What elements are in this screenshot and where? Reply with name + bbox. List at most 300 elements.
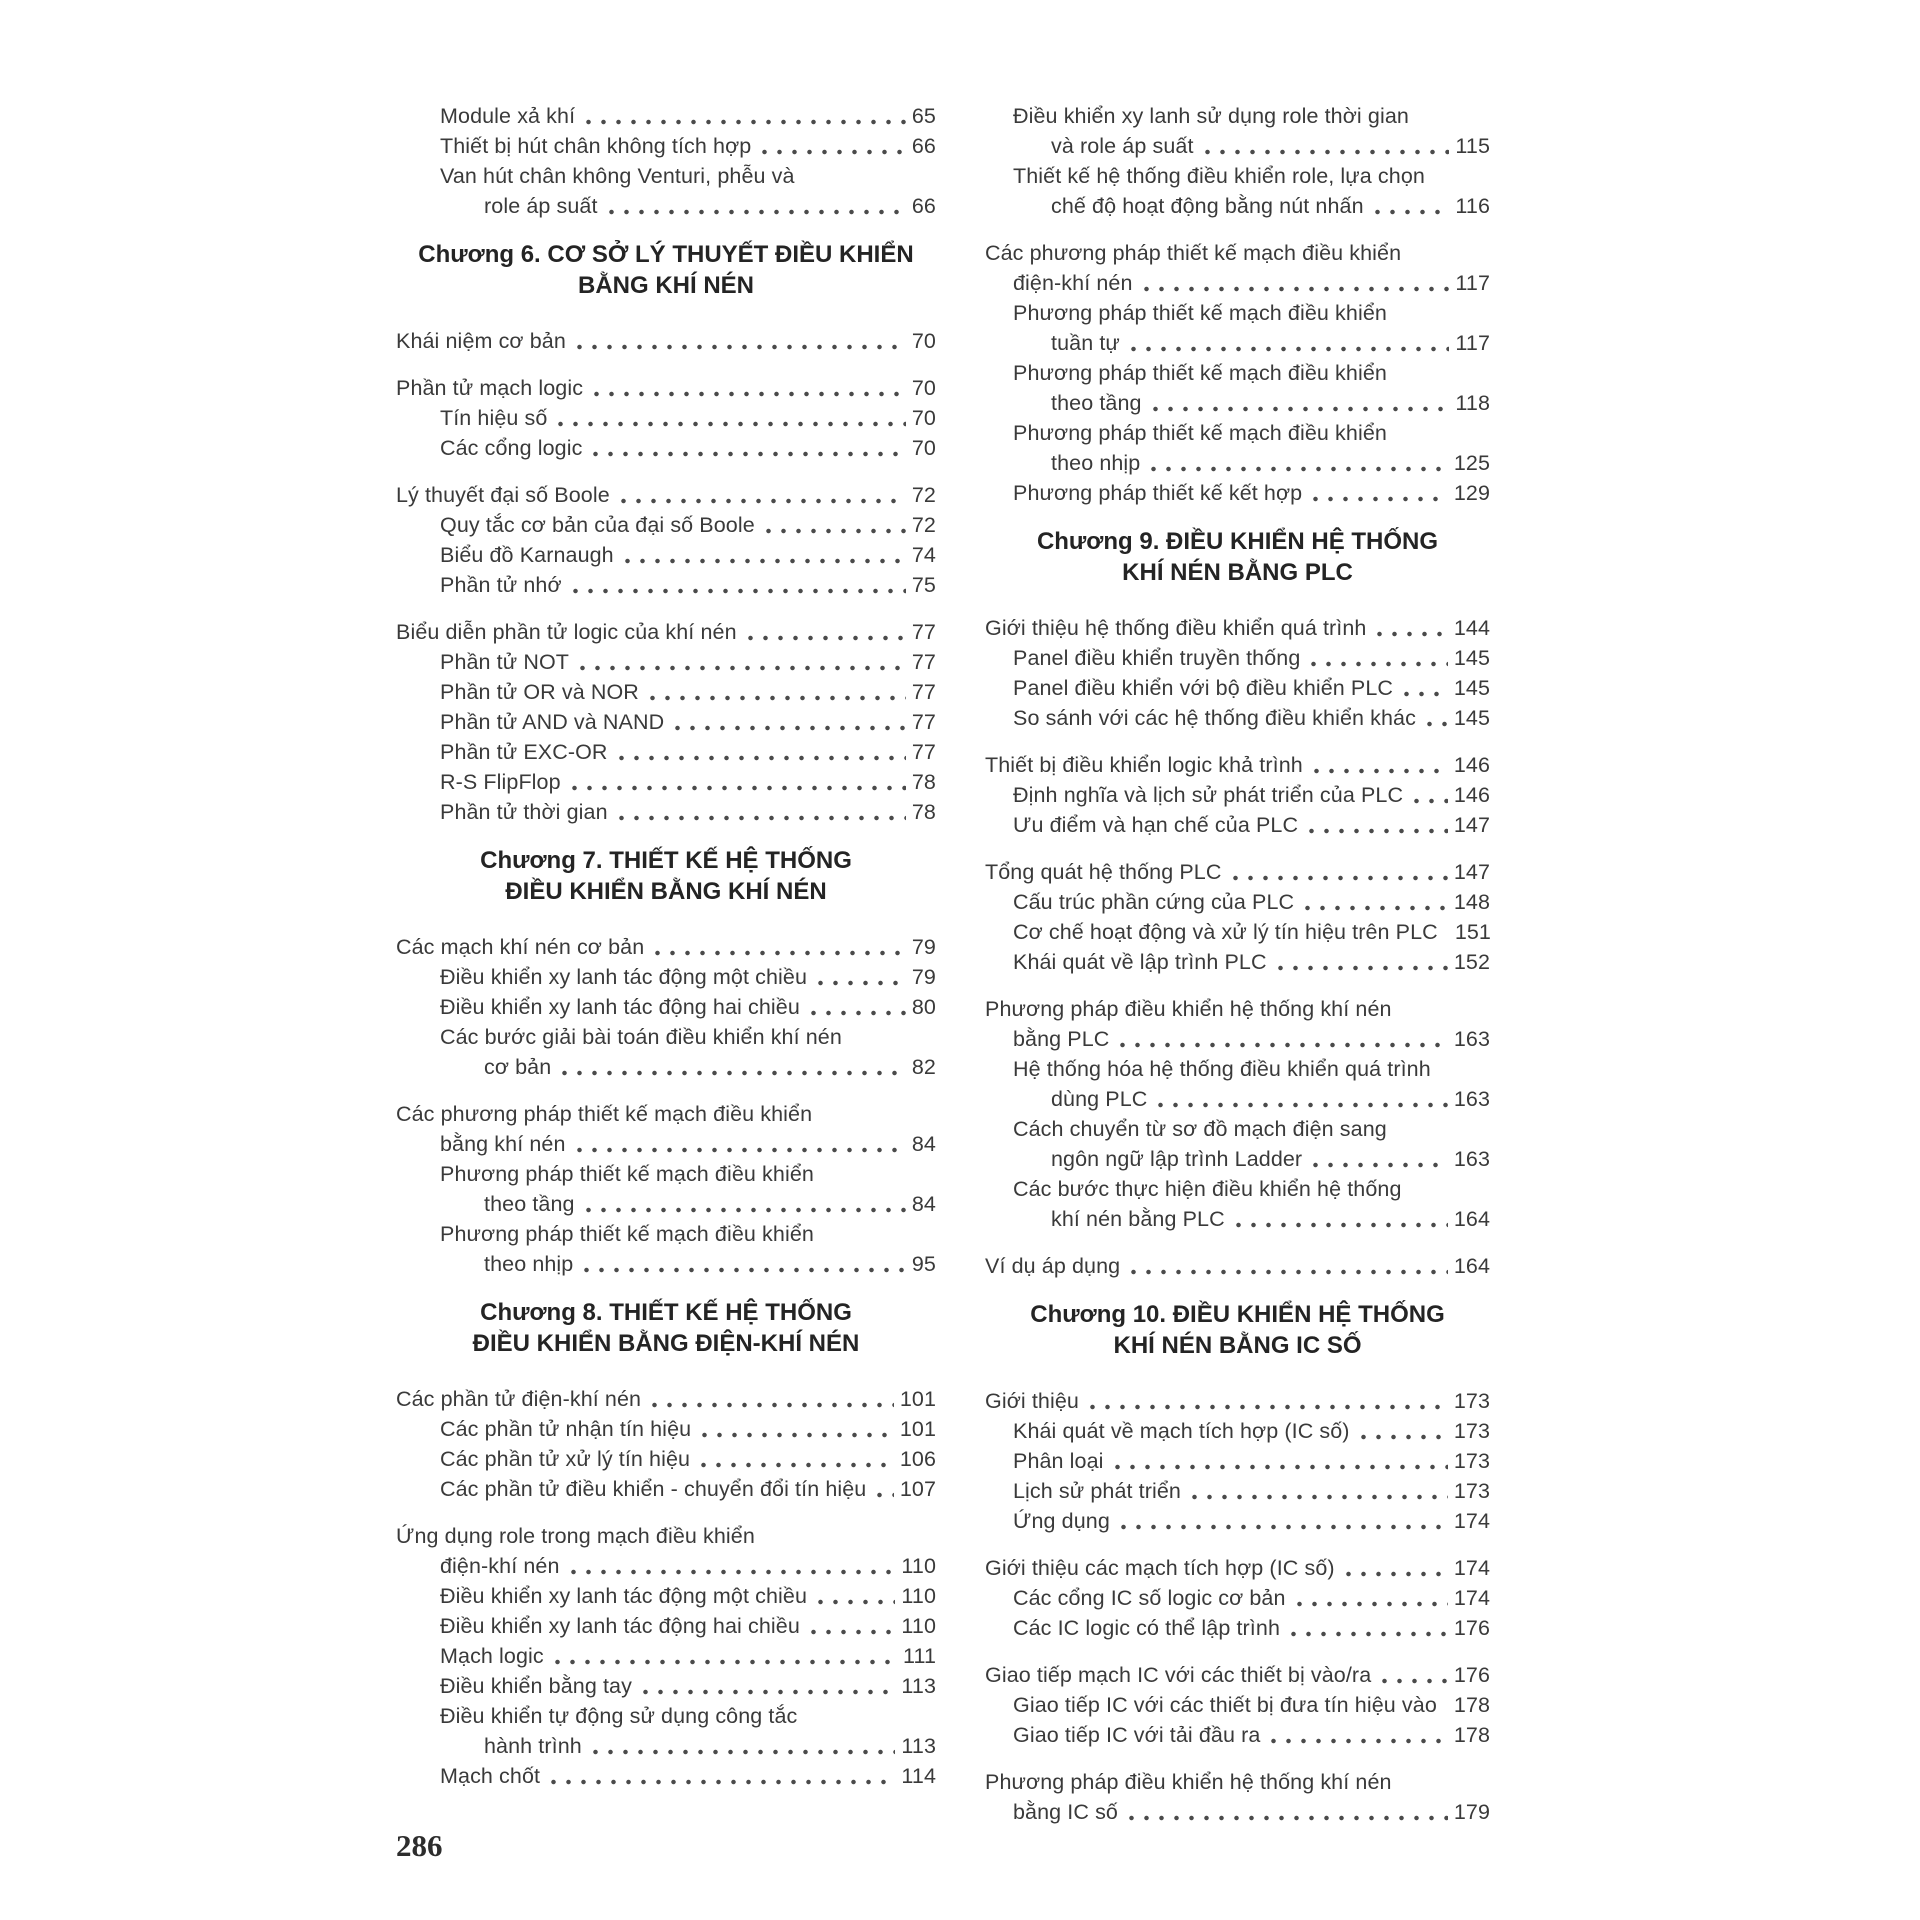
toc-entry-line: [440, 1671, 936, 1701]
toc-entry-text: Giao tiếp mạch IC với các thiết bị vào/ra: [985, 1663, 1372, 1687]
toc-entry-line: [1051, 388, 1490, 418]
toc-entry: [985, 613, 1490, 643]
toc-entry: [396, 677, 936, 707]
toc-entry: [985, 298, 1490, 358]
toc-page-ref: 117: [1455, 271, 1490, 295]
toc-page-ref: 145: [1453, 676, 1490, 700]
toc-page-ref: 163: [1453, 1147, 1490, 1171]
dot-leader: [1297, 1601, 1448, 1607]
dot-leader: [1144, 286, 1450, 292]
toc-entry-text: Điều khiển xy lanh tác động hai chiều: [440, 995, 800, 1019]
dot-leader: [1131, 346, 1450, 352]
toc-entry: [985, 1553, 1490, 1583]
toc-entry-text: theo nhịp: [484, 1252, 574, 1276]
toc-entry-line: [985, 1660, 1490, 1690]
toc-entry-line: [1051, 1144, 1490, 1174]
toc-page-ref: 65: [911, 104, 936, 128]
toc-entry-text: Giới thiệu hệ thống điều khiển quá trình: [985, 616, 1367, 640]
toc-entry-text: Định nghĩa và lịch sử phát triển của PLC: [1013, 783, 1404, 807]
toc-entry-text: Các phần tử điều khiển - chuyển đổi tín hiệu: [440, 1477, 867, 1501]
toc-entry: [396, 1384, 936, 1414]
toc-page-ref: 118: [1455, 391, 1490, 415]
toc-entry-line: [985, 1251, 1490, 1281]
dot-leader: [655, 950, 906, 956]
toc-entry: [985, 1660, 1490, 1690]
dot-leader: [609, 209, 906, 215]
dot-leader: [1151, 466, 1447, 472]
dot-leader: [1192, 1494, 1448, 1500]
toc-entry: [985, 1174, 1490, 1234]
toc-page-ref: 144: [1453, 616, 1490, 640]
toc-entry: [985, 418, 1490, 478]
toc-entry-text: điện-khí nén: [1013, 271, 1133, 295]
toc-entry-line: [1013, 478, 1490, 508]
dot-leader: [1115, 1464, 1448, 1470]
toc-page-ref: 78: [911, 770, 936, 794]
toc-page-ref: 110: [901, 1554, 936, 1578]
toc-page-ref: 178: [1453, 1693, 1491, 1717]
toc-page-ref: 77: [911, 620, 936, 644]
dot-leader: [1236, 1222, 1448, 1228]
toc-entry-line: [985, 238, 1490, 268]
dot-leader: [577, 344, 906, 350]
toc-entry-text: Điều khiển xy lanh sử dụng role thời gian: [1013, 104, 1409, 128]
toc-entry-line: [440, 540, 936, 570]
toc-entry-line: [440, 433, 936, 463]
dot-leader: [702, 1432, 894, 1438]
toc-entry-text: và role áp suất: [1051, 134, 1194, 158]
toc-entry-line: [440, 1581, 936, 1611]
toc-entry: [985, 643, 1490, 673]
toc-page-ref: 179: [1453, 1800, 1490, 1824]
toc-entry-text: Lý thuyết đại số Boole: [396, 483, 610, 507]
toc-page-ref: 70: [911, 406, 936, 430]
toc-entry: [396, 1022, 936, 1082]
dot-leader: [701, 1462, 894, 1468]
toc-entry-line: [440, 1474, 936, 1504]
toc-entry-text: điện-khí nén: [440, 1554, 560, 1578]
toc-entry-line: [1013, 161, 1490, 191]
toc-entry: [985, 478, 1490, 508]
dot-leader: [1271, 1738, 1447, 1744]
toc-entry: [985, 887, 1490, 917]
toc-entry-line: [1013, 887, 1490, 917]
toc-entry-text: Ưu điểm và hạn chế của PLC: [1013, 813, 1299, 837]
toc-entry-line: [396, 617, 936, 647]
dot-leader: [675, 725, 906, 731]
toc-page-ref: 164: [1453, 1254, 1490, 1278]
toc-entry-text: Thiết kế hệ thống điều khiển role, lựa chọn: [1013, 164, 1425, 188]
toc-entry-line: [1013, 780, 1490, 810]
toc-entry-text: Cơ chế hoạt động và xử lý tín hiệu trên PLC: [1013, 920, 1438, 944]
toc-entry-text: Mạch logic: [440, 1644, 544, 1668]
dot-leader: [1382, 1678, 1448, 1684]
dot-leader: [1158, 1102, 1447, 1108]
toc-entry: [396, 962, 936, 992]
toc-entry-line: [440, 570, 936, 600]
toc-entry: [396, 1581, 936, 1611]
chapter-heading-line: BẰNG KHÍ NÉN: [577, 272, 754, 299]
toc-entry-text: Cấu trúc phần cứng của PLC: [1013, 890, 1295, 914]
toc-page-ref: 145: [1453, 706, 1490, 730]
dot-leader: [1309, 828, 1448, 834]
dot-leader: [1346, 1571, 1448, 1577]
toc-entry-text: Khái quát về mạch tích hợp (IC số): [1013, 1419, 1350, 1443]
toc-page-ref: 146: [1453, 753, 1490, 777]
toc-entry: [396, 540, 936, 570]
toc-entry-line: [1013, 101, 1490, 131]
dot-leader: [748, 635, 906, 641]
toc-entry-line: [985, 1767, 1490, 1797]
dot-leader: [586, 119, 906, 125]
toc-page-ref: 164: [1453, 1207, 1490, 1231]
toc-entry: [396, 1761, 936, 1791]
toc-entry-line: [440, 1701, 936, 1731]
toc-page-ref: 66: [911, 194, 936, 218]
toc-entry-text: Ví dụ áp dụng: [985, 1254, 1121, 1278]
toc-page-ref: 173: [1453, 1479, 1490, 1503]
toc-entry-line: [985, 1386, 1490, 1416]
dot-leader: [1375, 209, 1450, 215]
toc-entry-text: Phần tử thời gian: [440, 800, 608, 824]
toc-entry-text: Phương pháp thiết kế mạch điều khiển: [440, 1222, 814, 1246]
dot-leader: [1361, 1434, 1448, 1440]
toc-entry-text: Giới thiệu: [985, 1389, 1079, 1413]
toc-entry-line: [440, 767, 936, 797]
toc-entry-text: Các mạch khí nén cơ bản: [396, 935, 645, 959]
toc-entry-line: [1013, 810, 1490, 840]
toc-entry-text: chế độ hoạt động bằng nút nhấn: [1051, 194, 1364, 218]
toc-page-ref: 174: [1453, 1586, 1490, 1610]
toc-entry: [396, 101, 936, 131]
toc-entry-line: [1013, 1690, 1490, 1720]
dot-leader: [1313, 496, 1448, 502]
toc-entry-line: [440, 677, 936, 707]
toc-entry-line: [484, 1052, 936, 1082]
dot-leader: [650, 695, 906, 701]
chapter-heading-line: Chương 10. ĐIỀU KHIỂN HỆ THỐNG: [1030, 1301, 1445, 1328]
toc-entry: [985, 1690, 1490, 1720]
toc-entry-text: Phương pháp thiết kế mạch điều khiển: [1013, 361, 1387, 385]
toc-entry-line: [396, 326, 936, 356]
toc-entry: [396, 1701, 936, 1761]
toc-entry-line: [440, 647, 936, 677]
toc-entry-text: Điều khiển xy lanh tác động một chiều: [440, 965, 808, 989]
toc-entry-line: [440, 1611, 936, 1641]
toc-page-ref: 77: [911, 740, 936, 764]
toc-entry-line: [484, 1731, 936, 1761]
dot-leader: [1305, 905, 1448, 911]
toc-entry-text: bằng khí nén: [440, 1132, 566, 1156]
chapter-heading-line: KHÍ NÉN BẰNG IC SỐ: [1113, 1332, 1362, 1359]
toc-entry: [985, 1476, 1490, 1506]
toc-entry-line: [1013, 298, 1490, 328]
toc-page-ref: 107: [899, 1477, 936, 1501]
toc-entry-text: Phương pháp thiết kế kết hợp: [1013, 481, 1303, 505]
toc-page-ref: 79: [911, 965, 936, 989]
dot-leader: [562, 1070, 906, 1076]
toc-entry: [985, 857, 1490, 887]
toc-page-ref: 113: [901, 1734, 936, 1758]
toc-entry: [985, 1506, 1490, 1536]
dot-leader: [625, 558, 906, 564]
dot-leader: [1311, 661, 1447, 667]
dot-leader: [1233, 875, 1448, 881]
toc-page-ref: 173: [1453, 1449, 1490, 1473]
toc-entry-text: Phương pháp thiết kế mạch điều khiển: [1013, 421, 1387, 445]
toc-page-ref: 129: [1453, 481, 1490, 505]
toc-entry-text: hành trình: [484, 1734, 582, 1758]
dot-leader: [811, 1629, 896, 1635]
toc-entry-line: [396, 932, 936, 962]
toc-entry-line: [440, 707, 936, 737]
dot-leader: [1090, 1404, 1448, 1410]
toc-entry-line: [440, 1444, 936, 1474]
toc-entry-text: R-S FlipFlop: [440, 770, 561, 794]
toc-page-ref: 115: [1455, 134, 1490, 158]
toc-entry: [985, 750, 1490, 780]
toc-entry-text: Phần tử EXC-OR: [440, 740, 608, 764]
toc-entry-line: [1013, 358, 1490, 388]
toc-entry: [396, 131, 936, 161]
toc-entry-line: [1013, 947, 1490, 977]
toc-entry: [396, 403, 936, 433]
toc-entry-text: Ứng dụng: [1013, 1509, 1110, 1533]
toc-entry-text: Cách chuyển từ sơ đồ mạch điện sang: [1013, 1117, 1387, 1141]
dot-leader: [577, 1147, 906, 1153]
toc-entry-text: Các phần tử nhận tín hiệu: [440, 1417, 692, 1441]
dot-leader: [551, 1779, 895, 1785]
dot-leader: [586, 1207, 906, 1213]
toc-entry-text: role áp suất: [484, 194, 598, 218]
toc-entry: [396, 570, 936, 600]
toc-page-ref: 173: [1453, 1389, 1490, 1413]
toc-page-ref: 117: [1455, 331, 1490, 355]
toc-entry-line: [484, 191, 936, 221]
dot-leader: [594, 391, 906, 397]
toc-entry-text: dùng PLC: [1051, 1087, 1148, 1111]
toc-entry-line: [484, 1189, 936, 1219]
toc-entry-text: Khái quát về lập trình PLC: [1013, 950, 1267, 974]
toc-entry: [396, 1521, 936, 1581]
toc-page-ref: 110: [901, 1614, 936, 1638]
toc-entry-line: [1013, 1024, 1490, 1054]
toc-entry-text: theo nhịp: [1051, 451, 1141, 475]
chapter-heading: [396, 239, 936, 301]
toc-page-ref: 78: [911, 800, 936, 824]
toc-entry-line: [1013, 703, 1490, 733]
toc-page-ref: 66: [911, 134, 936, 158]
toc-entry-line: [440, 1761, 936, 1791]
toc-entry: [396, 1219, 936, 1279]
toc-page-ref: 74: [911, 543, 936, 567]
toc-page-ref: 79: [911, 935, 936, 959]
toc-entry-line: [440, 403, 936, 433]
toc-entry: [396, 617, 936, 647]
toc-page-ref: 113: [901, 1674, 936, 1698]
toc-entry-text: Các phương pháp thiết kế mạch điều khiển: [396, 1102, 813, 1126]
dot-leader: [1404, 691, 1448, 697]
dot-leader: [1377, 631, 1447, 637]
toc-entry: [985, 1054, 1490, 1114]
toc-entry-text: Các IC logic có thể lập trình: [1013, 1616, 1280, 1640]
toc-entry: [396, 992, 936, 1022]
toc-entry-text: Các phương pháp thiết kế mạch điều khiển: [985, 241, 1402, 265]
toc-column-right: [985, 101, 1490, 1827]
toc-entry-line: [985, 857, 1490, 887]
toc-entry: [985, 994, 1490, 1054]
toc-entry: [396, 433, 936, 463]
toc-page-ref: 84: [911, 1132, 936, 1156]
toc-entry: [396, 480, 936, 510]
toc-page-ref: 101: [899, 1417, 936, 1441]
toc-entry-text: Điều khiển xy lanh tác động một chiều: [440, 1584, 808, 1608]
page-number: 286: [396, 1828, 443, 1863]
toc-entry-line: [396, 1521, 936, 1551]
toc-page-ref: 70: [911, 376, 936, 400]
toc-page-ref: 174: [1453, 1509, 1490, 1533]
toc-entry-text: Giao tiếp IC với tải đầu ra: [1013, 1723, 1261, 1747]
toc-entry: [396, 1611, 936, 1641]
toc-entry-text: Giới thiệu các mạch tích hợp (IC số): [985, 1556, 1335, 1580]
toc-entry-text: Biểu đồ Karnaugh: [440, 543, 614, 567]
toc-entry: [985, 703, 1490, 733]
dot-leader: [573, 588, 906, 594]
toc-entry-line: [985, 750, 1490, 780]
toc-entry-text: Thiết bị hút chân không tích hợp: [440, 134, 752, 158]
toc-entry-line: [1051, 1084, 1490, 1114]
toc-entry: [396, 707, 936, 737]
toc-entry-text: Phần tử nhớ: [440, 573, 562, 597]
dot-leader: [1131, 1269, 1448, 1275]
toc-entry: [985, 1583, 1490, 1613]
toc-entry: [396, 737, 936, 767]
toc-entry-text: Điều khiển bằng tay: [440, 1674, 632, 1698]
toc-entry-text: Panel điều khiển với bộ điều khiển PLC: [1013, 676, 1394, 700]
toc-entry-line: [440, 1551, 936, 1581]
toc-page-ref: 147: [1453, 813, 1490, 837]
toc-entry: [985, 917, 1490, 947]
toc-entry: [985, 1720, 1490, 1750]
chapter-heading-line: Chương 6. CƠ SỞ LÝ THUYẾT ĐIỀU KHIỂN: [418, 241, 914, 268]
toc-entry: [985, 673, 1490, 703]
dot-leader: [584, 1267, 906, 1273]
toc-entry-line: [440, 797, 936, 827]
toc-entry-line: [440, 1219, 936, 1249]
dot-leader: [1414, 798, 1448, 804]
toc-page-ref: 114: [901, 1764, 936, 1788]
dot-leader: [580, 665, 906, 671]
toc-entry: [396, 647, 936, 677]
toc-entry-text: theo tầng: [1051, 391, 1142, 415]
toc-entry: [985, 1613, 1490, 1643]
toc-entry-text: Mạch chốt: [440, 1764, 541, 1788]
toc-page-ref: 111: [903, 1644, 936, 1668]
toc-entry: [985, 1114, 1490, 1174]
toc-page-ref: 110: [901, 1584, 936, 1608]
toc-entry: [396, 1159, 936, 1219]
toc-entry-text: Phương pháp điều khiển hệ thống khí nén: [985, 997, 1392, 1021]
toc-entry: [985, 780, 1490, 810]
toc-entry-text: Tín hiệu số: [440, 406, 548, 430]
toc-entry-line: [440, 101, 936, 131]
toc-entry: [985, 101, 1490, 161]
dot-leader: [619, 755, 906, 761]
toc-entry-text: Các phần tử xử lý tín hiệu: [440, 1447, 691, 1471]
toc-entry-text: Phân loại: [1013, 1449, 1104, 1473]
dot-leader: [766, 528, 906, 534]
toc-entry-line: [484, 1249, 936, 1279]
toc-entry-line: [985, 1553, 1490, 1583]
toc-entry-line: [985, 613, 1490, 643]
toc-page-ref: 82: [911, 1055, 936, 1079]
toc-entry-line: [396, 480, 936, 510]
toc-page-ref: 176: [1453, 1663, 1490, 1687]
toc-entry-line: [1013, 917, 1490, 947]
toc-entry-text: Các cổng IC số logic cơ bản: [1013, 1586, 1286, 1610]
dot-leader: [621, 498, 906, 504]
toc-entry-line: [396, 1099, 936, 1129]
toc-entry: [985, 947, 1490, 977]
toc-page-ref: 178: [1453, 1723, 1490, 1747]
dot-leader: [572, 785, 906, 791]
toc-page-ref: 163: [1453, 1087, 1490, 1111]
toc-entry-text: Biểu diễn phần tử logic của khí nén: [396, 620, 737, 644]
dot-leader: [1427, 721, 1448, 727]
toc-page-ref: 72: [911, 513, 936, 537]
toc-entry-line: [1013, 268, 1490, 298]
toc-column-left: [396, 101, 936, 1791]
toc-entry-line: [440, 510, 936, 540]
chapter-heading: [396, 845, 936, 907]
toc-entry: [396, 510, 936, 540]
toc-page-ref: 145: [1453, 646, 1490, 670]
toc-entry-text: bằng IC số: [1013, 1800, 1118, 1824]
dot-leader: [1314, 768, 1448, 774]
toc-entry: [985, 810, 1490, 840]
toc-page-ref: 147: [1453, 860, 1490, 884]
toc-page-ref: 101: [899, 1387, 936, 1411]
toc-entry-text: Khái niệm cơ bản: [396, 329, 566, 353]
toc-entry-text: Giao tiếp IC với các thiết bị đưa tín hiệu vào: [1013, 1693, 1437, 1717]
toc-entry: [396, 1444, 936, 1474]
toc-page-ref: 70: [911, 329, 936, 353]
toc-entry-line: [1013, 1054, 1490, 1084]
toc-entry-line: [1013, 1416, 1490, 1446]
dot-leader: [818, 1599, 895, 1605]
dot-leader: [593, 1749, 896, 1755]
toc-entry-text: Thiết bị điều khiển logic khả trình: [985, 753, 1303, 777]
toc-entry: [985, 1416, 1490, 1446]
chapter-heading-line: Chương 8. THIẾT KẾ HỆ THỐNG: [480, 1299, 852, 1326]
toc-entry-text: Van hút chân không Venturi, phễu và: [440, 164, 795, 188]
dot-leader: [811, 1010, 906, 1016]
toc-entry-text: Phần tử OR và NOR: [440, 680, 639, 704]
toc-entry-line: [1051, 328, 1490, 358]
toc-entry-line: [1051, 448, 1490, 478]
toc-entry-line: [1013, 1506, 1490, 1536]
toc-entry-line: [440, 1641, 936, 1671]
toc-entry: [396, 932, 936, 962]
chapter-heading: [396, 1297, 936, 1359]
dot-leader: [1291, 1631, 1448, 1637]
dot-leader: [1313, 1162, 1448, 1168]
toc-entry-text: Hệ thống hóa hệ thống điều khiển quá trình: [1013, 1057, 1431, 1081]
toc-entry: [396, 1641, 936, 1671]
chapter-heading-line: Chương 7. THIẾT KẾ HỆ THỐNG: [480, 847, 852, 874]
toc-entry: [985, 1251, 1490, 1281]
dot-leader: [1120, 1042, 1447, 1048]
